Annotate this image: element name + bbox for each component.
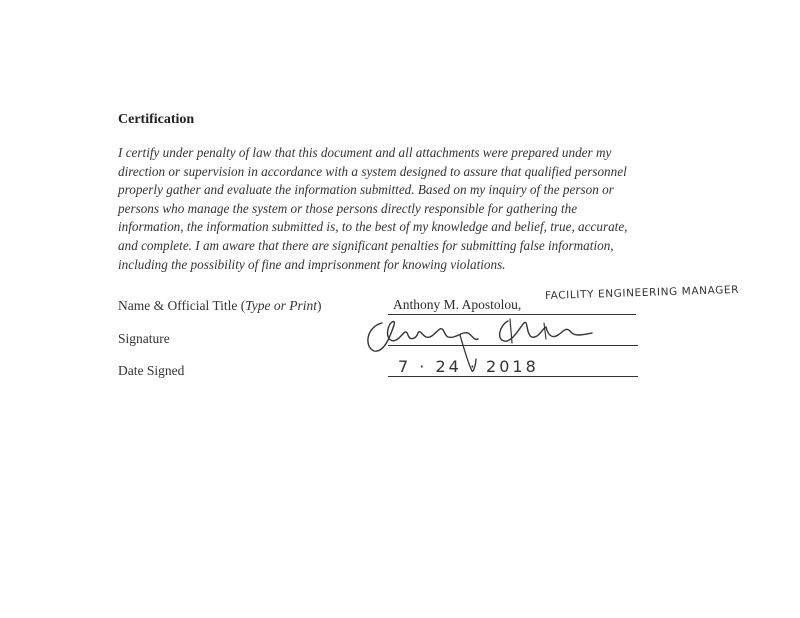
name-title-label-main: Name & Official Title (: [118, 298, 246, 313]
statement-line: properly gather and evaluate the information submitted. Based on my inquiry of the person or: [118, 182, 614, 198]
name-title-label: [118, 298, 322, 314]
statement-line: direction or supervision in accordance with a system designed to assure that qualified personnel: [118, 163, 627, 179]
certification-heading: Certification: [118, 112, 195, 127]
handwritten-date-value: 7 · 24 · 2018: [398, 357, 539, 376]
signature-label: Signature: [118, 331, 170, 346]
statement-line: I certify under penalty of law that this document and all attachments were prepared under my: [118, 145, 612, 160]
name-title-label-italic: Type or Print: [245, 298, 317, 313]
date-underline: [388, 376, 638, 377]
statement-line: persons who manage the system or those persons directly responsible for gathering the: [118, 200, 578, 216]
certification-statement: [118, 144, 708, 274]
typed-name-value: Anthony M. Apostolou,: [393, 297, 522, 312]
name-title-label-close: ): [317, 298, 322, 313]
signature-underline: [388, 345, 638, 346]
statement-line: and complete. I am aware that there are significant penalties for submitting false information,: [118, 237, 614, 253]
handwritten-title-value: FACILITY ENGINEERING MANAGER: [544, 283, 740, 302]
date-signed-label: Date Signed: [118, 363, 185, 378]
statement-line: including the possibility of fine and imprisonment for knowing violations.: [118, 256, 506, 272]
statement-line: information, the information submitted is, to the best of my knowledge and belief, true, accurate,: [118, 219, 628, 235]
